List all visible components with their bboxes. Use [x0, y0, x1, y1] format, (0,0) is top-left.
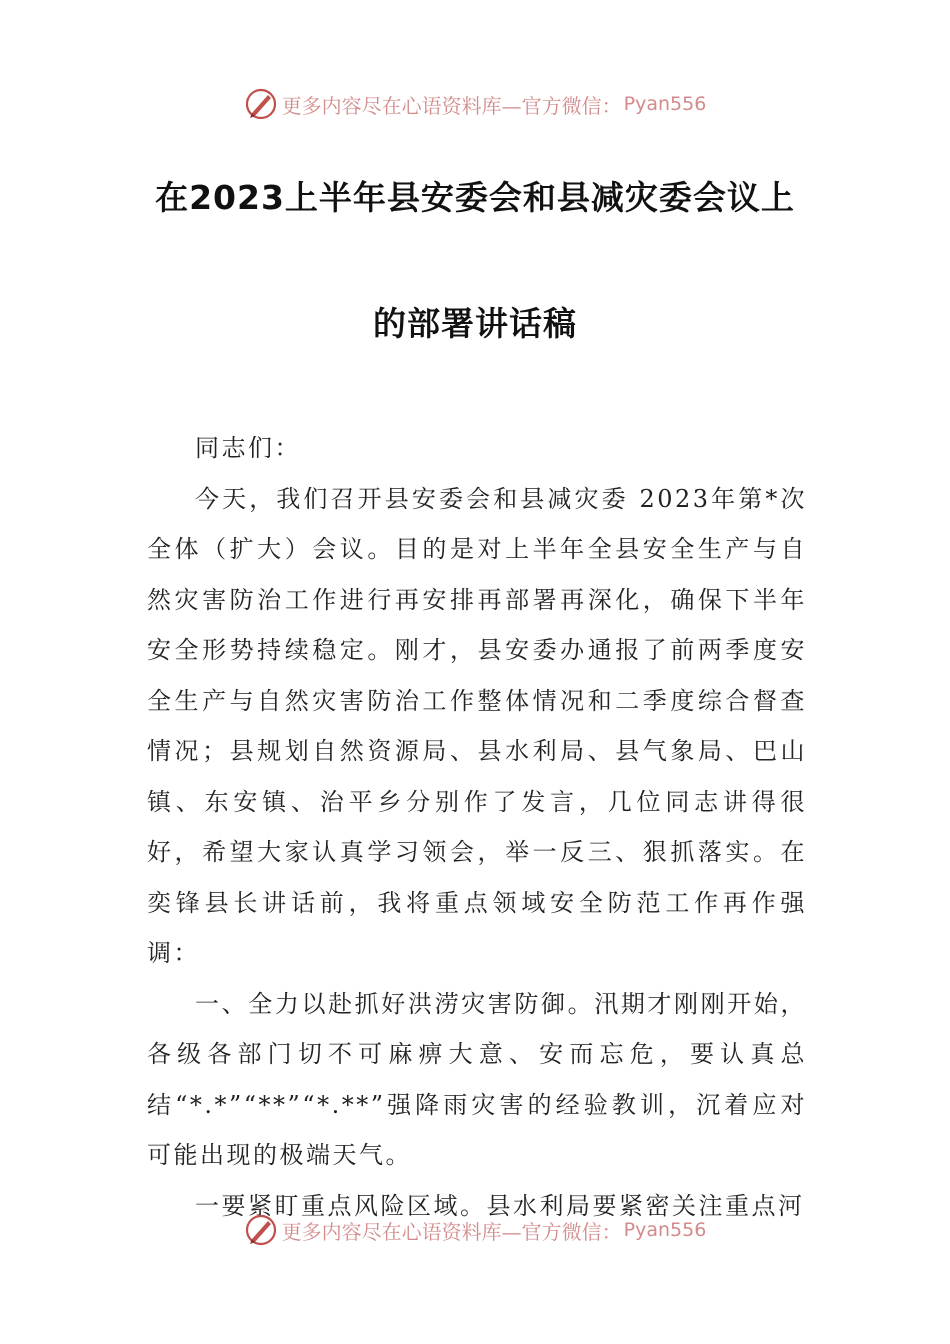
watermark-footer: [0, 1210, 950, 1250]
watermark-header: [0, 84, 950, 124]
pen-logo-icon: [244, 1213, 278, 1247]
watermark-text: 更多内容尽在心语资料库—官方微信：: [281, 1219, 622, 1244]
document-title-line-1: 在2023上半年县安委会和县减灾委会议上: [155, 178, 795, 217]
document-title-line-2: 的部署讲话稿: [373, 304, 577, 343]
pen-logo-icon: [244, 87, 278, 121]
paragraph-item-one: 一要紧盯重点风险区域。县水利局要紧密关注重点河: [195, 1191, 805, 1220]
document-body: [147, 423, 807, 1231]
watermark-text: 更多内容尽在心语资料库—官方微信：: [281, 93, 622, 118]
paragraph-salutation: 同志们：: [195, 434, 301, 462]
paragraph-section-one: 一、全力以赴抓好洪涝灾害防御。汛期才刚刚开始，各级各部门切不可麻痹大意、安而忘危，要认真总结“*.*”“**”“*.**”强降雨灾害的经验教训，沉着应对可能出现的极端天气。: [147, 989, 807, 1169]
paragraph-intro: 今天，我们召开县安委会和县减灾委 2023年第*次全体（扩大）会议。目的是对上半年全县安全生产与自然灾害防治工作进行再安排再部署再深化，确保下半年安全形势持续稳定。刚才，县安委办通报了前两季度安全生产与自然灾害防治工作整体情况和二季度综合督查情况；县规划自然资源局、县水利局、县气象局、巴山镇、东安镇、治平乡分别作了发言，几位同志讲得很好，希望大家认真学习领会，举一反三、狠抓落实。在奕锋县长讲话前，我将重点领域安全防范工作再作强调：: [147, 484, 807, 967]
watermark-wechat-id: Pyan556: [623, 93, 707, 115]
watermark-wechat-id: Pyan556: [623, 1219, 707, 1241]
